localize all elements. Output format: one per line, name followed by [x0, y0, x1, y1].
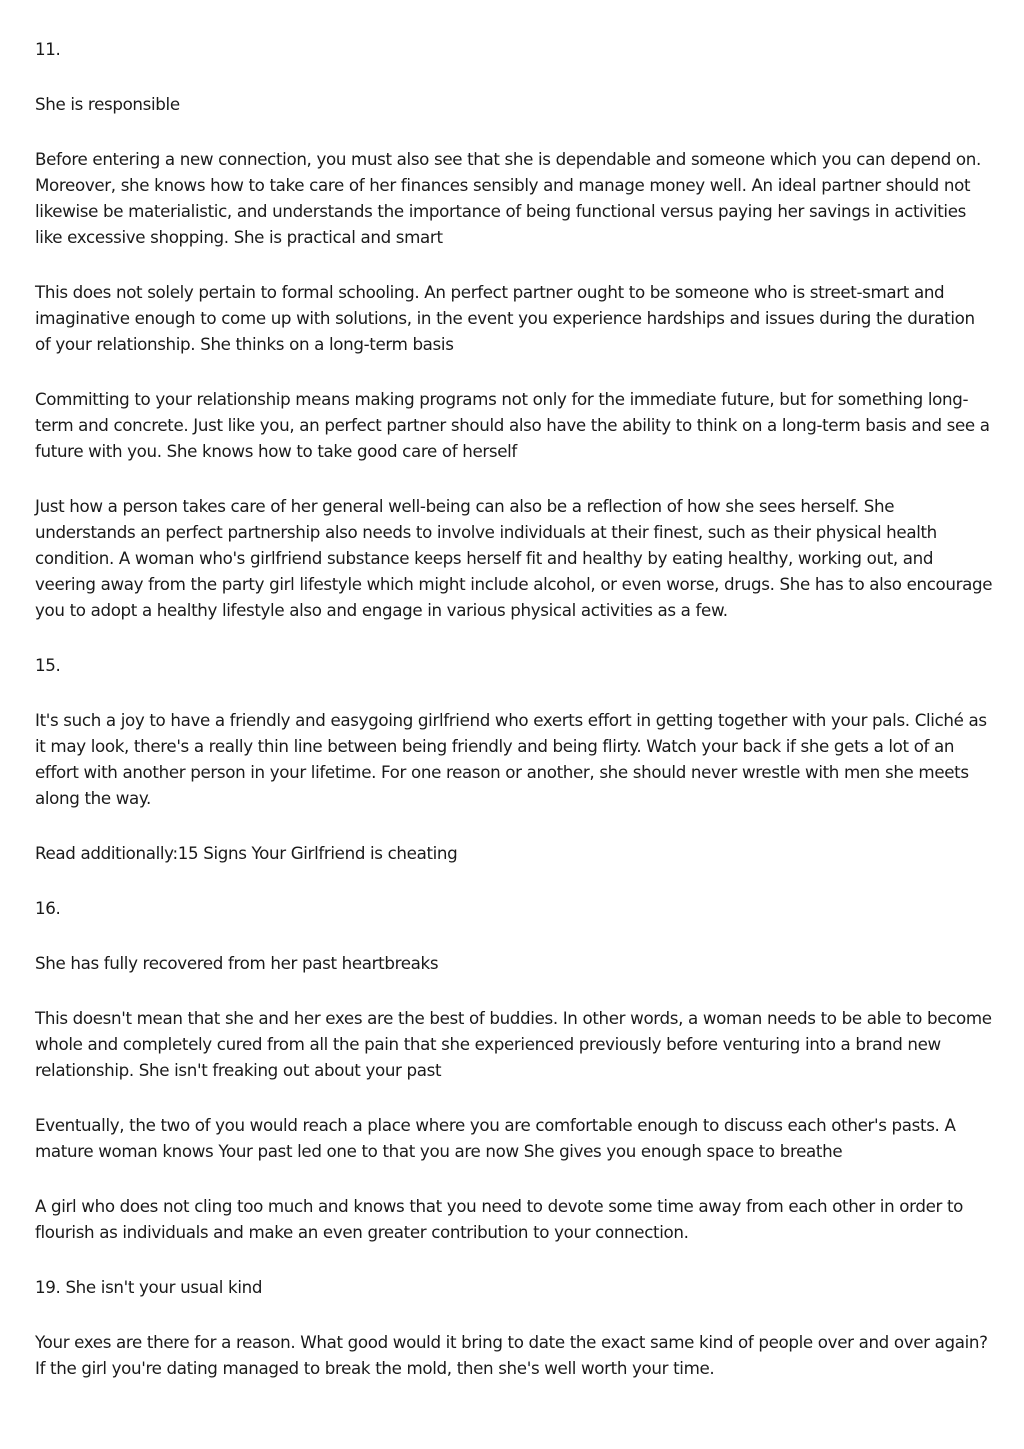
- body-paragraph: Before entering a new connection, you must also see that she is dependable and someone which you can depend on. Moreover, she knows how to take care of her finances sensibly and manage money well. An ideal partner should not likewise be materialistic, and understands the importance of being functional versus paying her savings in activities like excessive shopping. She is practical and smart: [35, 149, 981, 247]
- body-paragraph: A girl who does not cling too much and knows that you need to devote some time away from each other in order to flourish as individuals and make an even greater contribution to your connection.: [35, 1196, 964, 1242]
- body-paragraph: Eventually, the two of you would reach a place where you are comfortable enough to discuss each other's pasts. A mature woman knows Your past led one to that you are now She gives you enough space to breathe: [35, 1115, 956, 1161]
- body-paragraph: Your exes are there for a reason. What good would it bring to date the exact same kind of people over and over again? If the girl you're dating managed to break the mold, then she's well worth your time.: [35, 1332, 988, 1378]
- body-paragraph: This doesn't mean that she and her exes are the best of buddies. In other words, a woman needs to be able to become whole and completely cured from all the pain that she experienced previously before venturing into a brand new relationship. She isn't freaking out about your past: [35, 1008, 992, 1080]
- body-paragraph: This does not solely pertain to formal schooling. An perfect partner ought to be someone who is street-smart and imaginative enough to come up with solutions, in the event you experience hardships and issues during the duration of your relationship. She thinks on a long-term basis: [35, 282, 975, 354]
- section-heading: 19. She isn't your usual kind: [35, 1277, 263, 1297]
- document-body: [35, 36, 995, 1410]
- section-heading: She has fully recovered from her past heartbreaks: [35, 953, 439, 973]
- read-also-line: Read additionally:15 Signs Your Girlfriend is cheating: [35, 843, 458, 863]
- body-paragraph: It's such a joy to have a friendly and easygoing girlfriend who exerts effort in getting together with your pals. Cliché as it may look, there's a really thin line between being friendly and being flirty. Watch your back if she gets a lot of an effort with another person in your lifetime. For one reason or another, she should never wrestle with men she meets along the way.: [35, 710, 987, 808]
- section-number: 15.: [35, 655, 61, 675]
- body-paragraph: Just how a person takes care of her general well-being can also be a reflection of how she sees herself. She understands an perfect partnership also needs to involve individuals at their finest, such as their physical health condition. A woman who's girlfriend substance keeps herself fit and healthy by eating healthy, working out, and veering away from the party girl lifestyle which might include alcohol, or even worse, drugs. She has to also encourage you to adopt a healthy lifestyle also and engage in various physical activities as a few.: [35, 496, 993, 620]
- section-heading: She is responsible: [35, 94, 180, 114]
- section-number: 11.: [35, 39, 61, 59]
- section-number: 16.: [35, 898, 61, 918]
- body-paragraph: Committing to your relationship means making programs not only for the immediate future, but for something long-term and concrete. Just like you, an perfect partner should also have the ability to think on a long-term basis and see a future with you. She knows how to take good care of herself: [35, 389, 990, 461]
